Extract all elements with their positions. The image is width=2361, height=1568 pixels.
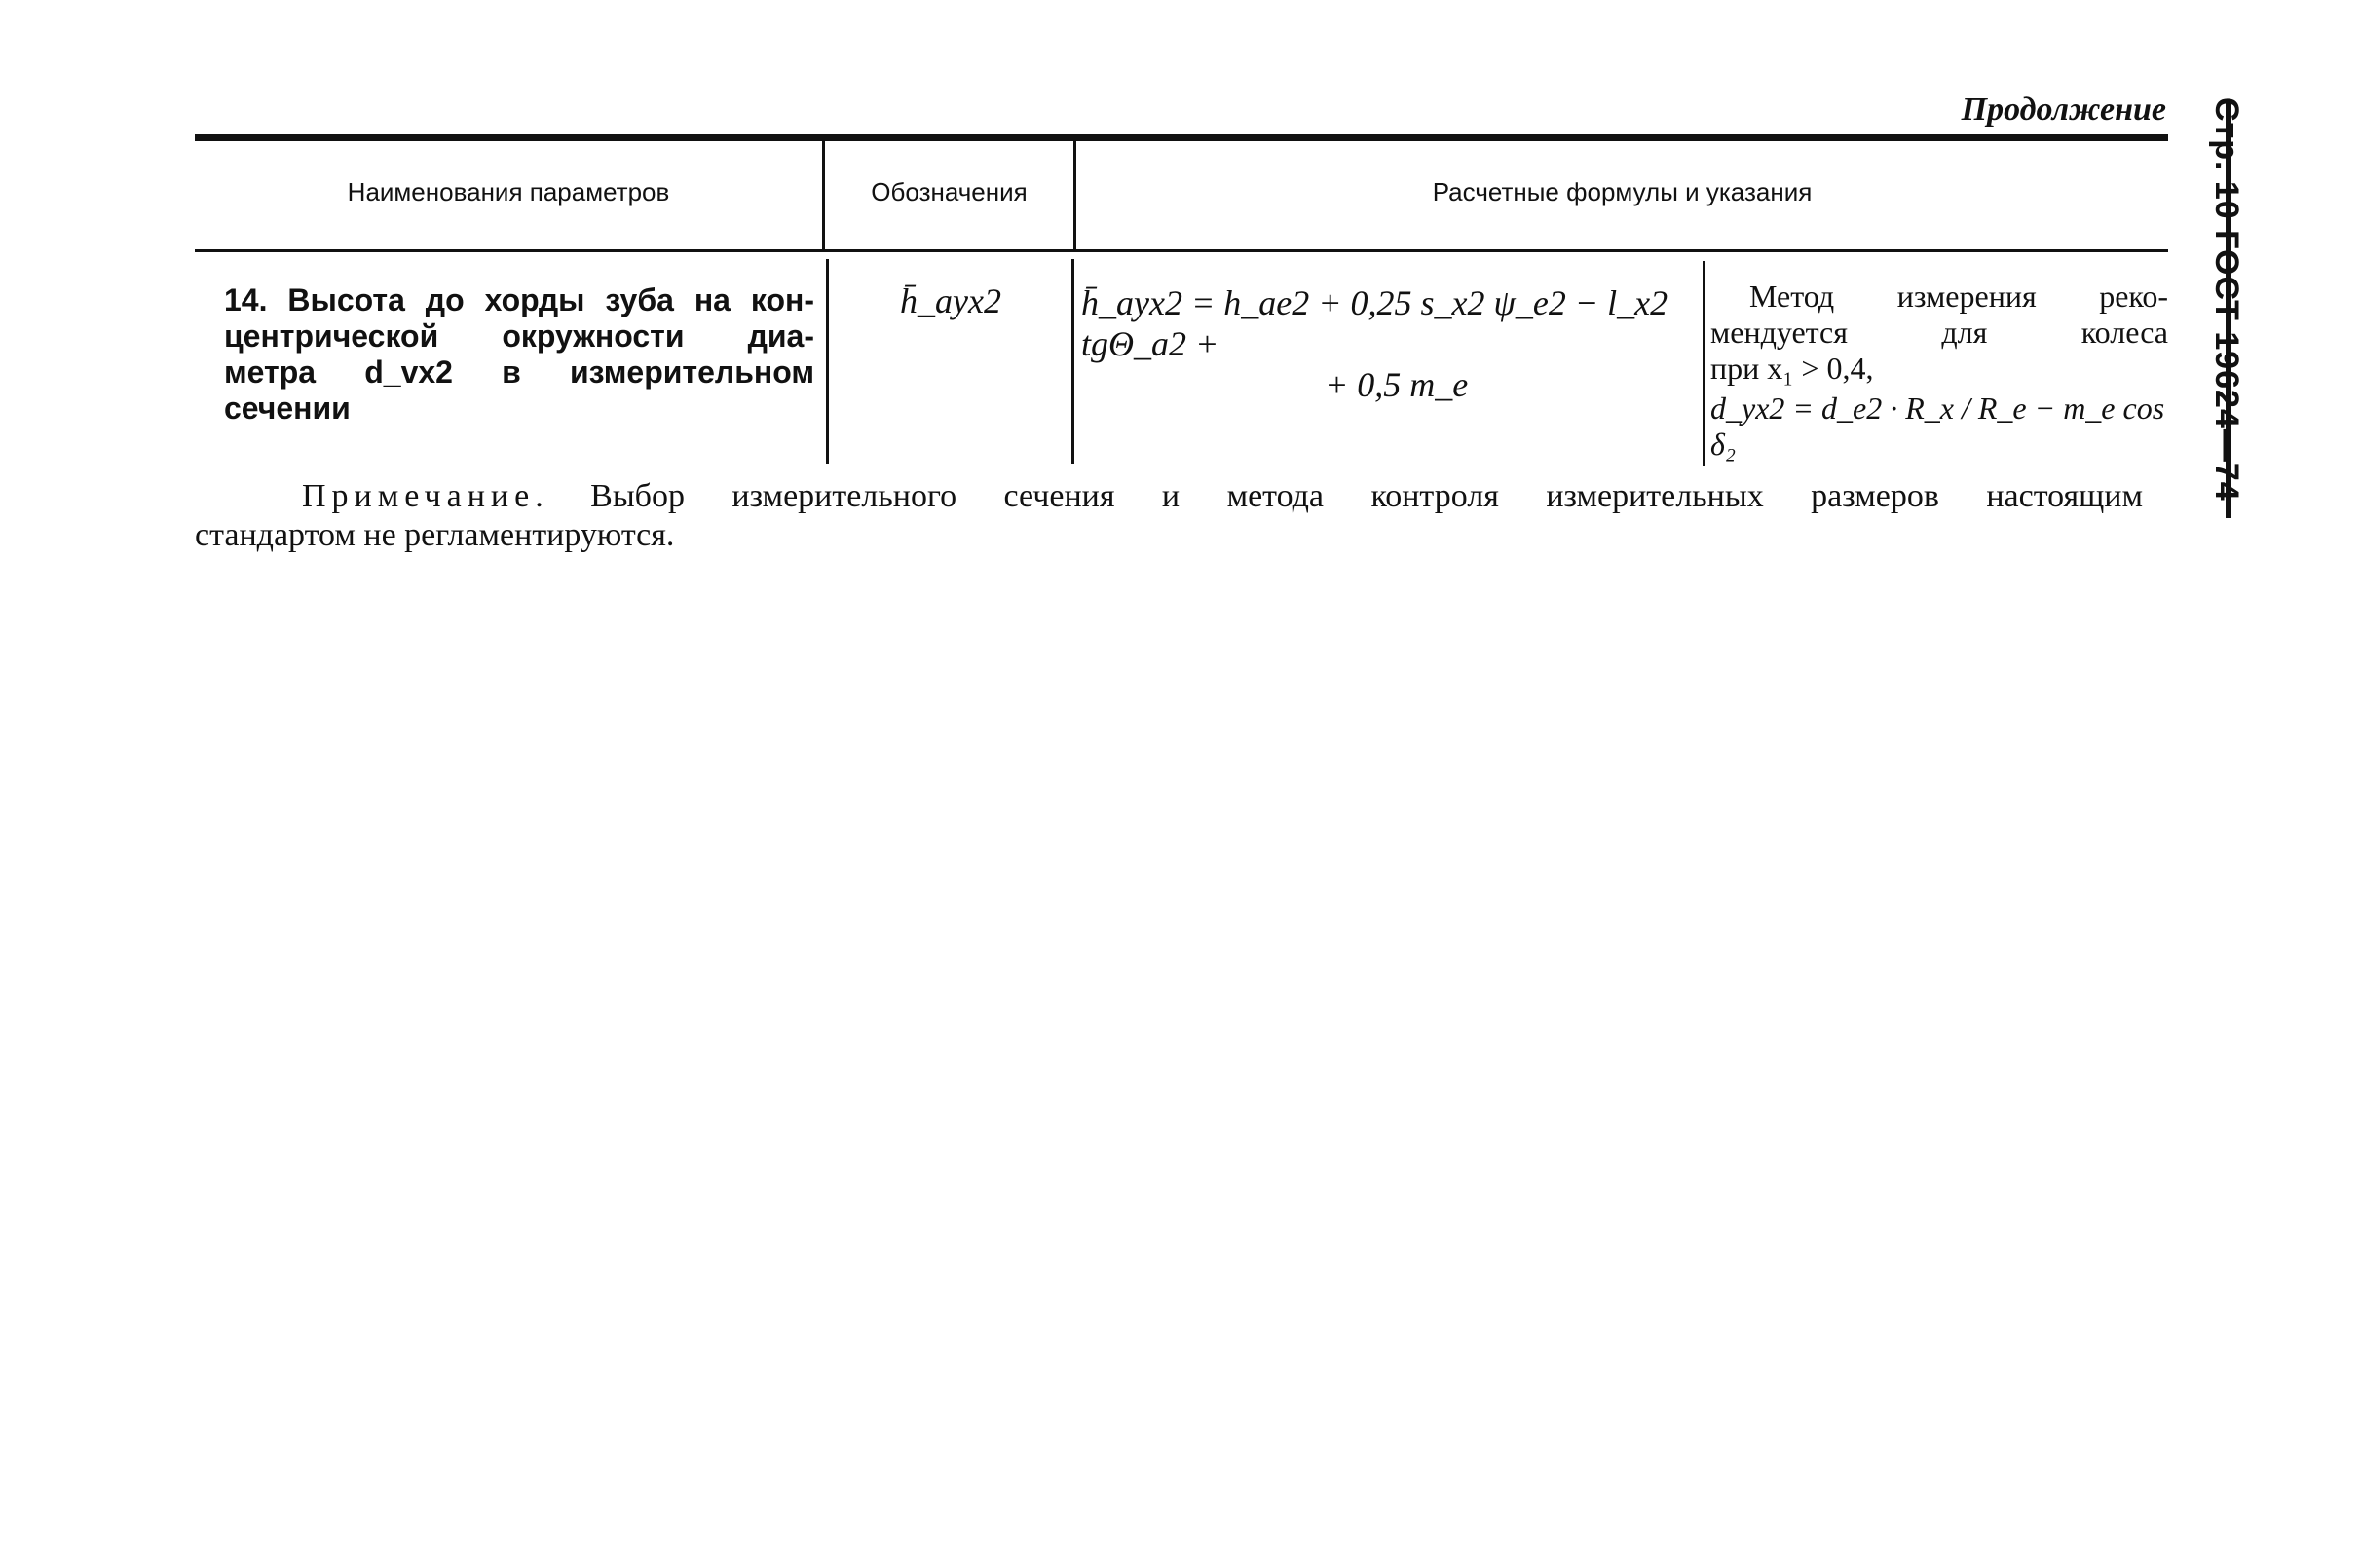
table-row-symbol-cell: h̄_ayx2 (900, 281, 1001, 320)
table-row-note-cell (1710, 279, 2168, 463)
note-line: мендуется для колеса (1710, 315, 2168, 350)
running-header (2188, 97, 2266, 526)
table-row-formula-cell (1081, 282, 1685, 405)
footnote-line-1 (195, 477, 2143, 516)
note-formula: d_yx2 = d_e2 · R_x / R_e − m_e cos δ₂ (1710, 391, 2165, 462)
row-divider-2 (1071, 259, 1074, 464)
row-divider-1 (826, 259, 829, 464)
running-header-text: Стр. 10 ГОСТ 19624—74 (2208, 97, 2246, 502)
table-top-rule (195, 134, 2168, 141)
note-line: Метод измерения реко- (1749, 279, 2168, 314)
name-line: 14. Высота до хорды зуба на кон- (224, 282, 814, 317)
header-bottom-rule (195, 249, 2168, 252)
note-line: при x₁ > 0,4, (1710, 351, 1874, 386)
header-parameter-name: Наименования параметров (347, 177, 670, 206)
parameters-table (195, 134, 2168, 466)
formula-line-1: h̄_ayx2 = h_ae2 + 0,25 s_x2 ψ_e2 − l_x2 tgΘ_a2 + (1081, 283, 1668, 363)
name-line: сечении (224, 391, 351, 426)
header-formulas: Расчетные формулы и указания (1432, 177, 1813, 206)
row-divider-3 (1703, 261, 1705, 466)
name-line: центрической окружности диа- (224, 318, 814, 354)
table-row-name-cell (224, 282, 814, 427)
continuation-label: Продолжение (1961, 92, 2166, 128)
footnote (195, 477, 2143, 555)
header-designation: Обозначения (871, 177, 1028, 206)
footnote-line-2: стандартом не регламентируются. (195, 517, 675, 553)
formula-line-2: + 0,5 m_e (1325, 365, 1469, 404)
footnote-label: Примечание (302, 478, 536, 514)
footnote-text-1: . Выбор измерительного сечения и метода контроля измерительных размеров настоящим (535, 478, 2143, 514)
name-line: метра d_vx2 в измерительном (224, 355, 814, 390)
